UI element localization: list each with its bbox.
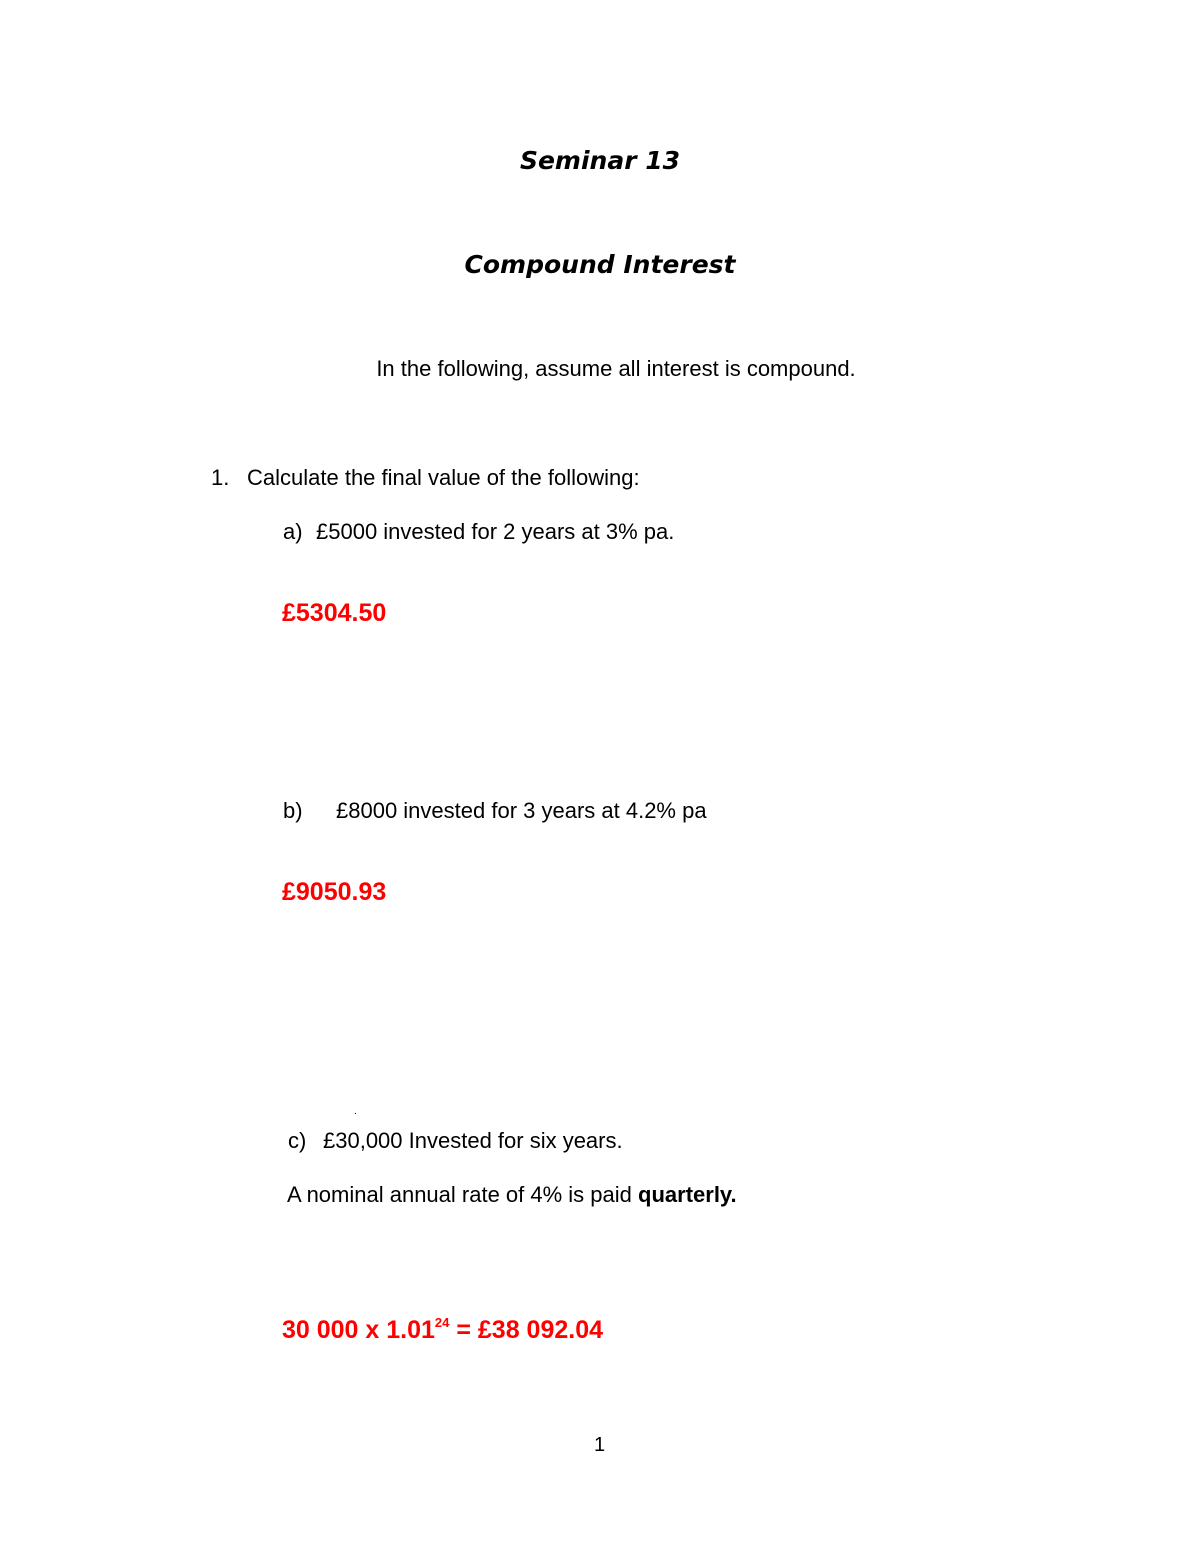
part-c-note-text: A nominal annual rate of 4% is paid bbox=[287, 1182, 639, 1207]
part-a-label: a) bbox=[283, 519, 303, 544]
page-subtitle: Compound Interest bbox=[464, 250, 736, 279]
part-b-label: b) bbox=[283, 798, 303, 823]
page-title: Seminar 13 bbox=[519, 146, 681, 175]
part-b-text: £8000 invested for 3 years at 4.2% pa bbox=[336, 798, 707, 823]
part-c-text: £30,000 Invested for six years. bbox=[323, 1128, 623, 1153]
part-c-note bbox=[287, 1182, 737, 1208]
part-c-answer-exponent: 24 bbox=[434, 1315, 450, 1330]
part-c-answer-base: 30 000 x 1.01 bbox=[282, 1316, 435, 1344]
part-c-answer-result: = £38 092.04 bbox=[449, 1316, 604, 1344]
part-a-answer: £5304.50 bbox=[282, 599, 387, 627]
part-c-label: c) bbox=[288, 1128, 307, 1153]
part-c-answer bbox=[282, 1316, 603, 1345]
part-c-note-emphasis: quarterly. bbox=[638, 1182, 737, 1207]
stray-mark: . bbox=[354, 1106, 357, 1117]
part-b-answer: £9050.93 bbox=[282, 878, 387, 906]
part-a-text: £5000 invested for 2 years at 3% pa. bbox=[316, 519, 675, 544]
question-prompt: Calculate the final value of the following: bbox=[247, 465, 640, 490]
intro-text: In the following, assume all interest is compound. bbox=[376, 356, 856, 381]
page-number: 1 bbox=[594, 1434, 606, 1456]
question-number: 1. bbox=[211, 465, 230, 490]
